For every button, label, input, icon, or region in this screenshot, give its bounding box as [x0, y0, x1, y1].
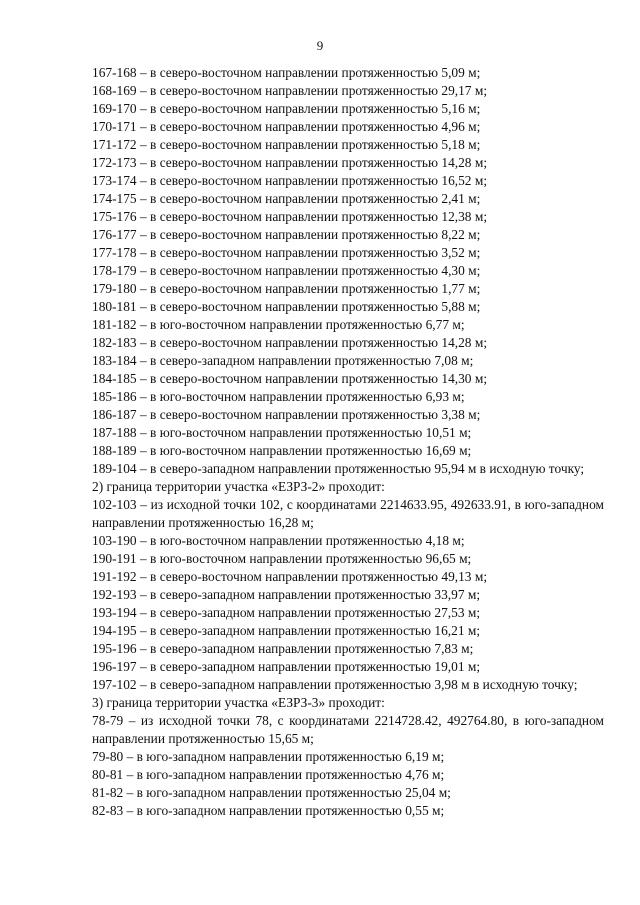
- boundary-segment: 180-181 – в северо-восточном направлении протяженностью 5,88 м;: [92, 299, 481, 314]
- boundary-segment: 82-83 – в юго-западном направлении протяженностью 0,55 м;: [92, 803, 445, 818]
- boundary-segment: 182-183 – в северо-восточном направлении протяженностью 14,28 м;: [92, 335, 488, 350]
- boundary-segment: 103-190 – в юго-восточном направлении протяженностью 4,18 м;: [92, 533, 465, 548]
- boundary-segment: 184-185 – в северо-восточном направлении протяженностью 14,30 м;: [92, 371, 488, 386]
- page-number: 9: [316, 38, 324, 53]
- boundary-segment: 168-169 – в северо-восточном направлении протяженностью 29,17 м;: [92, 83, 488, 98]
- boundary-segment: 190-191 – в юго-восточном направлении протяженностью 96,65 м;: [92, 551, 472, 566]
- boundary-segment: 175-176 – в северо-восточном направлении протяженностью 12,38 м;: [92, 209, 488, 224]
- boundary-segment: 178-179 – в северо-восточном направлении протяженностью 4,30 м;: [92, 263, 481, 278]
- boundary-segment: 170-171 – в северо-восточном направлении протяженностью 4,96 м;: [92, 119, 481, 134]
- boundary-segment: 80-81 – в юго-западном направлении протяженностью 4,76 м;: [92, 767, 445, 782]
- boundary-segment: 81-82 – в юго-западном направлении протяженностью 25,04 м;: [92, 785, 451, 800]
- boundary-segment: 176-177 – в северо-восточном направлении протяженностью 8,22 м;: [92, 227, 481, 242]
- boundary-segment: 169-170 – в северо-восточном направлении протяженностью 5,16 м;: [92, 101, 481, 116]
- section-heading: 3) граница территории участка «ЕЗРЗ-3» проходит:: [92, 695, 385, 710]
- boundary-segment: 187-188 – в юго-восточном направлении протяженностью 10,51 м;: [92, 425, 472, 440]
- boundary-segment: 167-168 – в северо-восточном направлении протяженностью 5,09 м;: [92, 65, 481, 80]
- document-body: [80, 64, 604, 820]
- boundary-segment-closing: 189-104 – в северо-западном направлении протяженностью 95,94 м в исходную точку;: [92, 461, 585, 476]
- boundary-segment: 179-180 – в северо-восточном направлении протяженностью 1,77 м;: [92, 281, 481, 296]
- boundary-segment: 181-182 – в юго-восточном направлении протяженностью 6,77 м;: [92, 317, 465, 332]
- section-heading: 2) граница территории участка «ЕЗРЗ-2» проходит:: [92, 479, 385, 494]
- boundary-segment: 177-178 – в северо-восточном направлении протяженностью 3,52 м;: [92, 245, 481, 260]
- boundary-segment: 194-195 – в северо-западном направлении протяженностью 16,21 м;: [92, 623, 481, 638]
- boundary-segment: 186-187 – в северо-восточном направлении протяженностью 3,38 м;: [92, 407, 481, 422]
- boundary-segment: 174-175 – в северо-восточном направлении протяженностью 2,41 м;: [92, 191, 481, 206]
- boundary-segment: 195-196 – в северо-западном направлении протяженностью 7,83 м;: [92, 641, 474, 656]
- boundary-segment: 79-80 – в юго-западном направлении протяженностью 6,19 м;: [92, 749, 445, 764]
- boundary-segment-start: 102-103 – из исходной точки 102, с координатами 2214633.95, 492633.91, в юго-западном направлении протяженностью 16,28 м;: [92, 497, 604, 530]
- boundary-segment: 183-184 – в северо-западном направлении протяженностью 7,08 м;: [92, 353, 474, 368]
- boundary-segment: 185-186 – в юго-восточном направлении протяженностью 6,93 м;: [92, 389, 465, 404]
- boundary-segment: 172-173 – в северо-восточном направлении протяженностью 14,28 м;: [92, 155, 488, 170]
- boundary-segment: 191-192 – в северо-восточном направлении протяженностью 49,13 м;: [92, 569, 488, 584]
- boundary-segment-closing: 197-102 – в северо-западном направлении протяженностью 3,98 м в исходную точку;: [92, 677, 578, 692]
- boundary-segment: 193-194 – в северо-западном направлении протяженностью 27,53 м;: [92, 605, 481, 620]
- boundary-segment: 192-193 – в северо-западном направлении протяженностью 33,97 м;: [92, 587, 481, 602]
- boundary-segment: 171-172 – в северо-восточном направлении протяженностью 5,18 м;: [92, 137, 481, 152]
- boundary-segment: 173-174 – в северо-восточном направлении протяженностью 16,52 м;: [92, 173, 488, 188]
- boundary-segment-start: 78-79 – из исходной точки 78, с координатами 2214728.42, 492764.80, в юго-западном направлении протяженностью 15,65 м;: [92, 713, 604, 746]
- boundary-segment: 188-189 – в юго-восточном направлении протяженностью 16,69 м;: [92, 443, 472, 458]
- boundary-segment: 196-197 – в северо-западном направлении протяженностью 19,01 м;: [92, 659, 481, 674]
